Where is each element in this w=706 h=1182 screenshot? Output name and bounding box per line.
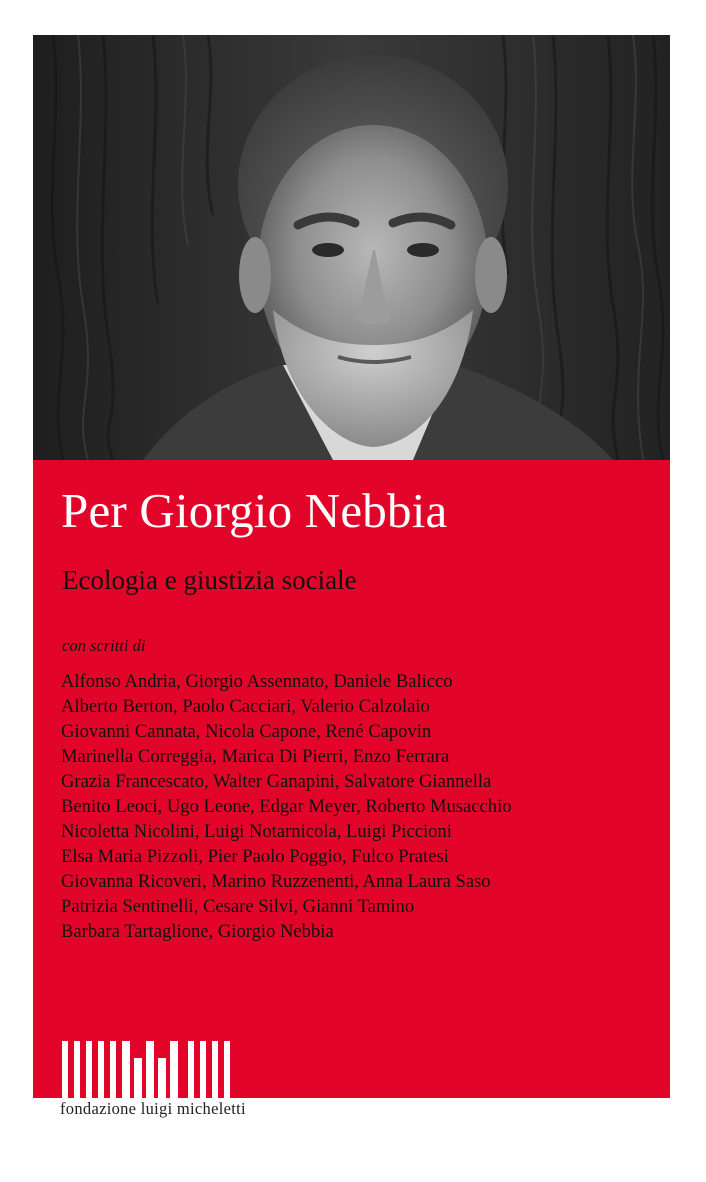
- book-title: Per Giorgio Nebbia: [61, 483, 448, 538]
- contributors-line: Giovanni Cannata, Nicola Capone, René Capovin: [61, 721, 432, 742]
- publisher-logo: [62, 1041, 230, 1098]
- contributors-list: [61, 669, 512, 944]
- contributors-line: Benito Leoci, Ugo Leone, Edgar Meyer, Roberto Musacchio: [61, 796, 512, 817]
- contributors-line: Alberto Berton, Paolo Cacciari, Valerio Calzolaio: [61, 696, 430, 717]
- portrait-image: [33, 35, 670, 460]
- book-subtitle: Ecologia e giustizia sociale: [62, 565, 357, 595]
- contributors-line: Nicoletta Nicolini, Luigi Notarnicola, Luigi Piccioni: [61, 821, 452, 842]
- contributors-intro: con scritti di: [62, 636, 146, 655]
- contributors-line: Patrizia Sentinelli, Cesare Silvi, Gianni Tamino: [61, 896, 415, 917]
- book-cover: [33, 35, 670, 1098]
- contributors-line: Alfonso Andria, Giorgio Assennato, Daniele Balicco: [61, 671, 453, 692]
- contributors-line: Giovanna Ricoveri, Marino Ruzzenenti, Anna Laura Saso: [61, 871, 491, 892]
- contributors-line: Grazia Francescato, Walter Ganapini, Salvatore Giannella: [61, 771, 492, 792]
- publisher-name: fondazione luigi micheletti: [60, 1099, 246, 1118]
- contributors-line: Elsa Maria Pizzoli, Pier Paolo Poggio, Fulco Pratesi: [61, 846, 449, 867]
- contributors-line: Marinella Correggia, Marica Di Pierri, Enzo Ferrara: [61, 746, 450, 767]
- author-portrait-photo: [33, 35, 670, 460]
- contributors-line: Barbara Tartaglione, Giorgio Nebbia: [61, 921, 334, 942]
